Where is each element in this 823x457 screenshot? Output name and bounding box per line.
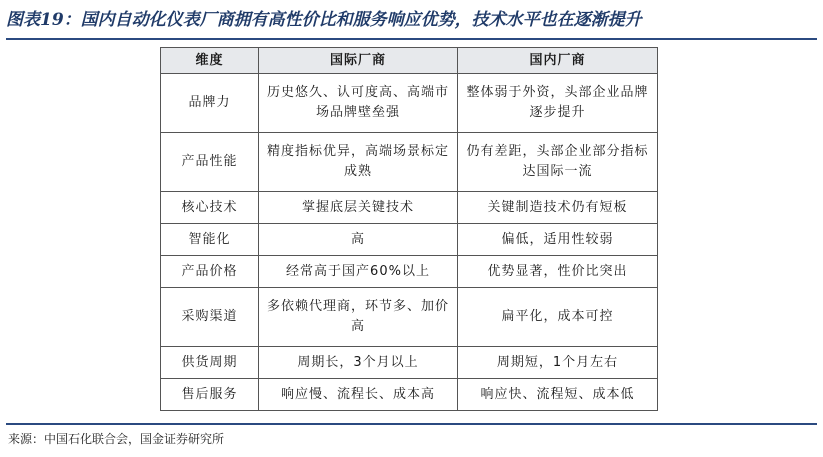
cell-international: 经常高于国产60%以上 [259, 256, 458, 288]
cell-domestic: 周期短，1个月左右 [458, 347, 658, 379]
table-row [161, 224, 658, 256]
header-international: 国际厂商 [259, 48, 458, 74]
cell-international: 周期长，3个月以上 [259, 347, 458, 379]
cell-domestic: 偏低，适用性较弱 [458, 224, 658, 256]
header-dimension: 维度 [161, 48, 259, 74]
header-domestic: 国内厂商 [458, 48, 658, 74]
cell-domestic: 仍有差距，头部企业部分指标达国际一流 [458, 133, 658, 192]
comparison-table [160, 47, 658, 411]
table-row [161, 133, 658, 192]
cell-dimension: 产品价格 [161, 256, 259, 288]
cell-domestic: 整体弱于外资，头部企业品牌逐步提升 [458, 74, 658, 133]
cell-dimension: 核心技术 [161, 192, 259, 224]
cell-dimension: 供货周期 [161, 347, 259, 379]
title-divider [6, 38, 817, 40]
cell-international: 高 [259, 224, 458, 256]
cell-international: 多依赖代理商，环节多、加价高 [259, 288, 458, 347]
figure-title: 图表19：国内自动化仪表厂商拥有高性价比和服务响应优势，技术水平也在逐渐提升 [6, 10, 642, 30]
cell-dimension: 售后服务 [161, 379, 259, 411]
cell-international: 精度指标优异，高端场景标定成熟 [259, 133, 458, 192]
cell-dimension: 产品性能 [161, 133, 259, 192]
cell-domestic: 响应快、流程短、成本低 [458, 379, 658, 411]
table-row [161, 288, 658, 347]
table-header-row [161, 48, 658, 74]
table-row [161, 379, 658, 411]
cell-domestic: 优势显著，性价比突出 [458, 256, 658, 288]
cell-domestic: 扁平化，成本可控 [458, 288, 658, 347]
cell-international: 掌握底层关键技术 [259, 192, 458, 224]
cell-dimension: 智能化 [161, 224, 259, 256]
table-row [161, 347, 658, 379]
source-note: 来源：中国石化联合会，国金证券研究所 [8, 432, 225, 446]
cell-international: 响应慢、流程长、成本高 [259, 379, 458, 411]
table-row [161, 256, 658, 288]
source-divider [6, 423, 817, 425]
table-row [161, 74, 658, 133]
table-row [161, 192, 658, 224]
cell-dimension: 品牌力 [161, 74, 259, 133]
cell-international: 历史悠久、认可度高、高端市场品牌壁垒强 [259, 74, 458, 133]
cell-dimension: 采购渠道 [161, 288, 259, 347]
cell-domestic: 关键制造技术仍有短板 [458, 192, 658, 224]
